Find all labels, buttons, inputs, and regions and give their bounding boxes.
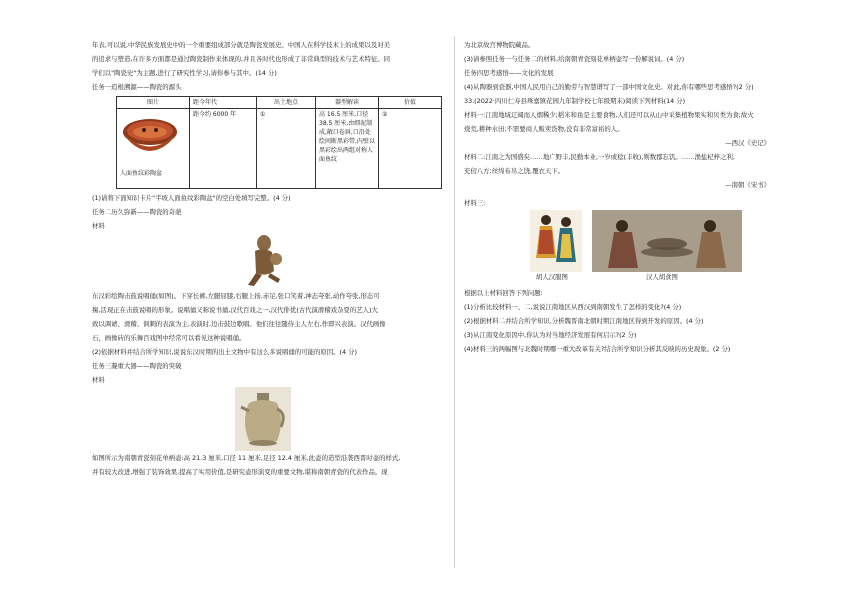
material-label: 材料 bbox=[92, 222, 105, 230]
instructions: 根据以上材料回答下列问题: bbox=[464, 289, 543, 297]
intro-line: 年表,可以说,中华民族发展史中的一个重要组成部分就是陶瓷发展史。中国人在科学技术上的成果以及对美 bbox=[92, 41, 391, 49]
task2-text: 石、画像砖的乐舞百戏图中经常可以看见这种说唱俑。 bbox=[92, 334, 246, 342]
table-header: 图片 bbox=[117, 97, 190, 109]
table-cell-place: ① bbox=[257, 109, 316, 189]
task2-text: 致以调谑、滑稽、讽刺的表演为主,表演时,边击鼓边歌唱。他们往往随侍主人左右,作即兴表演。汉代画像 bbox=[92, 320, 386, 328]
table-cell-caption: 人面鱼纹彩陶盆 bbox=[120, 170, 163, 177]
task2-text: 掬,活现正在击鼓说唱的形象。说唱俑又称说书俑,汉代百戏之一,汉代俳优(古代演滑稽戏杂耍的艺人)大 bbox=[92, 306, 378, 314]
task4-title: 任务四思考感悟——文化的发展 bbox=[464, 69, 554, 77]
material-3-label: 材料三: bbox=[464, 199, 486, 207]
material-label: 材料 bbox=[92, 376, 105, 384]
table-cell-value: ② bbox=[379, 109, 442, 189]
task1-title: 任务一追根溯源——陶瓷的源头 bbox=[92, 83, 182, 91]
table-cell-description: 高 16.5 厘米,口径 38.5 厘米,由细泥制成,敞口卷唇,口沿处绘间断黑彩带,内壁以黑彩绘出两组对称人面鱼纹 bbox=[316, 109, 379, 189]
question-3: (3)请参照任务一与任务二的材料,给南朝青瓷刻花单柄壶写一份解说词。(4 分) bbox=[464, 55, 685, 63]
sub-question: (1)分析比较材料一、二,说说江南地区从西汉到南朝发生了怎样的变化?(4 分) bbox=[464, 303, 682, 311]
material-1-line: 烧荒,耕种水田;不需要商人贩卖货物,没有非常富裕的人。 bbox=[464, 125, 624, 133]
figurine-figure bbox=[92, 233, 444, 289]
question-4: (4)从陶器到瓷器,中国人民用自己的勤劳与智慧谱写了一部中国文化史。对此,你有哪些思考感悟?(2 分) bbox=[464, 83, 754, 91]
celadon-ewer-image bbox=[235, 387, 291, 451]
right-line: 为北京故宫博物院藏品。 bbox=[464, 41, 535, 49]
question-2: (2)依据材料并结合所学知识,说说东汉时期的出土文物中有这么多说唱俑的可能的原因。(4 分) bbox=[92, 348, 358, 356]
material-1-line: 材料一:江南地域辽阔而人烟稀少;稻米和鱼是主要食物,人们还可以从山中采集植物果实和贝类为食;故火 bbox=[464, 111, 754, 119]
table-header: 器型解读 bbox=[316, 97, 379, 109]
source-1: —西汉《史记》 bbox=[725, 139, 770, 147]
photo-captions bbox=[536, 272, 770, 282]
left-column bbox=[92, 38, 444, 479]
sub-question: (3)从江南变化原因中,你认为对当地经济发展有何启示?(2 分) bbox=[464, 331, 637, 339]
knowledge-card-table bbox=[116, 96, 442, 189]
task3-text: 如图所示为南朝青瓷刻花单柄壶:高 21.3 厘米,口径 11 厘米,足径 12.4 厘米,此壶的造型沿袭西晋时壶的样式, bbox=[92, 454, 401, 462]
material-2-line: 材料二:江南之为国盛矣……地广野丰,民勤本业,一岁或稔(丰收),则数郡忘饥。……渔盐杞梓之利, bbox=[464, 153, 735, 161]
intro-line: 的追求与塑造,在许多方面都是通过陶瓷制作来体现的,并且各时代也形成了非常典型的技术与艺术特征。同 bbox=[92, 55, 391, 63]
han-people-hu-food-image bbox=[592, 210, 742, 272]
question-1: (1)请将下面知识卡片"半坡人面鱼纹彩陶盆"的空白处填写完整。(4 分) bbox=[92, 194, 291, 202]
task3-text: 并有较大改进,增强了装饰效果,提高了实用价值,是研究壶形演变的重要文物,堪称南朝青瓷的代表作品。现 bbox=[92, 468, 388, 476]
right-column bbox=[464, 38, 770, 356]
material-3-photos bbox=[530, 210, 770, 272]
sub-question: (4)材料三的两幅图与北魏时期哪一重大改革有关?结合所学知识分析其反映的历史现象。(2 分) bbox=[464, 345, 731, 353]
question-33-title: 33.(2022·四川仁寿县珠嘉镇花园九年制学校七年级期末)阅读下列材料(14 分) bbox=[464, 97, 686, 105]
table-cell-image bbox=[117, 109, 190, 189]
table-header: 距今年代 bbox=[190, 97, 257, 109]
ewer-figure bbox=[92, 387, 444, 451]
task2-title: 任务二历久弥新——陶瓷的奇葩 bbox=[92, 208, 182, 216]
intro-line: 学们以"陶瓷史"为主题,进行了研究性学习,请你参与其中。(14 分) bbox=[92, 69, 277, 77]
table-cell-age: 距今约 6000 年 bbox=[190, 109, 257, 189]
hu-people-han-clothing-image bbox=[530, 210, 582, 272]
sub-question: (2)根据材料二并结合所学知识,分析魏晋南北朝时期江南地区得到开发的原因。(4 分) bbox=[464, 317, 704, 325]
table-header: 价值 bbox=[379, 97, 442, 109]
task3-title: 任务三凝重大器——陶瓷的突破 bbox=[92, 362, 182, 370]
table-header: 出土地点 bbox=[257, 97, 316, 109]
drummer-figurine-image bbox=[238, 233, 288, 289]
material-2-line: 充仞八方;丝绵布帛之饶,覆衣天下。 bbox=[464, 167, 565, 175]
source-2: —南朝《宋书》 bbox=[725, 181, 770, 189]
photo-caption: 胡人汉服图 bbox=[536, 273, 568, 281]
photo-caption: 汉人胡食图 bbox=[646, 273, 678, 281]
painted-bowl-image bbox=[120, 110, 180, 166]
column-divider bbox=[454, 36, 455, 568]
task2-text: 东汉彩绘陶击鼓说唱俑(如图)。下穿长裤,左腿屈膝,右腿上扬,赤足,张口笑着,神态夸张,动作夸张,形态可 bbox=[92, 292, 380, 300]
